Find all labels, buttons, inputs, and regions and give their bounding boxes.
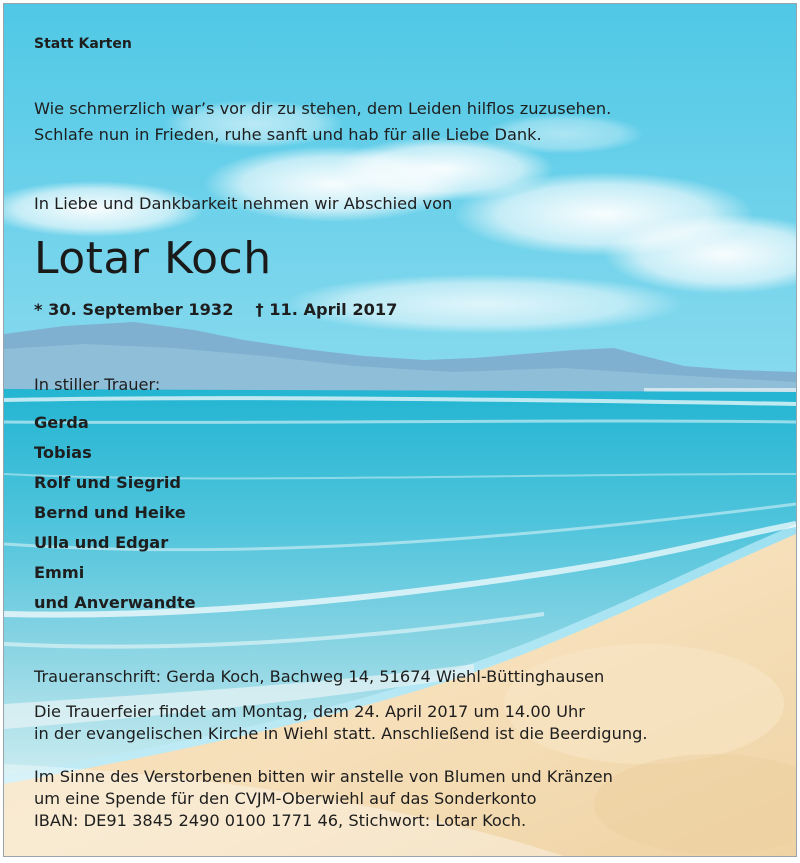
memorial-verse <box>34 96 611 148</box>
obituary-notice <box>3 3 797 857</box>
mourner-name: Emmi <box>34 563 85 582</box>
verse-line: Wie schmerzlich war’s vor dir zu stehen, dem Leiden hilflos zuzusehen. <box>34 99 612 118</box>
mourner-name: Gerda <box>34 413 89 432</box>
deceased-name: Lotar Koch <box>34 233 272 284</box>
verse-line: Schlafe nun in Frieden, ruhe sanft und hab für alle Liebe Dank. <box>34 125 542 144</box>
notice-header: Statt Karten <box>34 36 132 52</box>
mourner-name: Tobias <box>34 443 92 462</box>
funeral-service-info <box>34 701 648 745</box>
birth-date: * 30. September 1932 <box>34 300 234 319</box>
mourner-name: Bernd und Heike <box>34 503 186 522</box>
mourners-label: In stiller Trauer: <box>34 375 161 394</box>
service-line: Die Trauerfeier findet am Montag, dem 24. April 2017 um 14.00 Uhr <box>34 702 585 721</box>
mourner-name: und Anverwandte <box>34 593 196 612</box>
mourning-address: Traueranschrift: Gerda Koch, Bachweg 14, 51674 Wiehl-Büttinghausen <box>34 667 605 686</box>
mourner-name: Ulla und Edgar <box>34 533 169 552</box>
donation-line: IBAN: DE91 3845 2490 0100 1771 46, Stichwort: Lotar Koch. <box>34 811 527 830</box>
donation-line: um eine Spende für den CVJM-Oberwiehl auf das Sonderkonto <box>34 789 537 808</box>
death-date: † 11. April 2017 <box>255 300 398 319</box>
service-line: in der evangelischen Kirche in Wiehl statt. Anschließend ist die Beerdigung. <box>34 724 648 743</box>
donation-request <box>34 766 613 832</box>
farewell-intro: In Liebe und Dankbarkeit nehmen wir Abschied von <box>34 194 453 213</box>
donation-line: Im Sinne des Verstorbenen bitten wir anstelle von Blumen und Kränzen <box>34 767 613 786</box>
mourner-name: Rolf und Siegrid <box>34 473 181 492</box>
life-dates <box>34 300 397 319</box>
mourners-list <box>34 408 196 618</box>
